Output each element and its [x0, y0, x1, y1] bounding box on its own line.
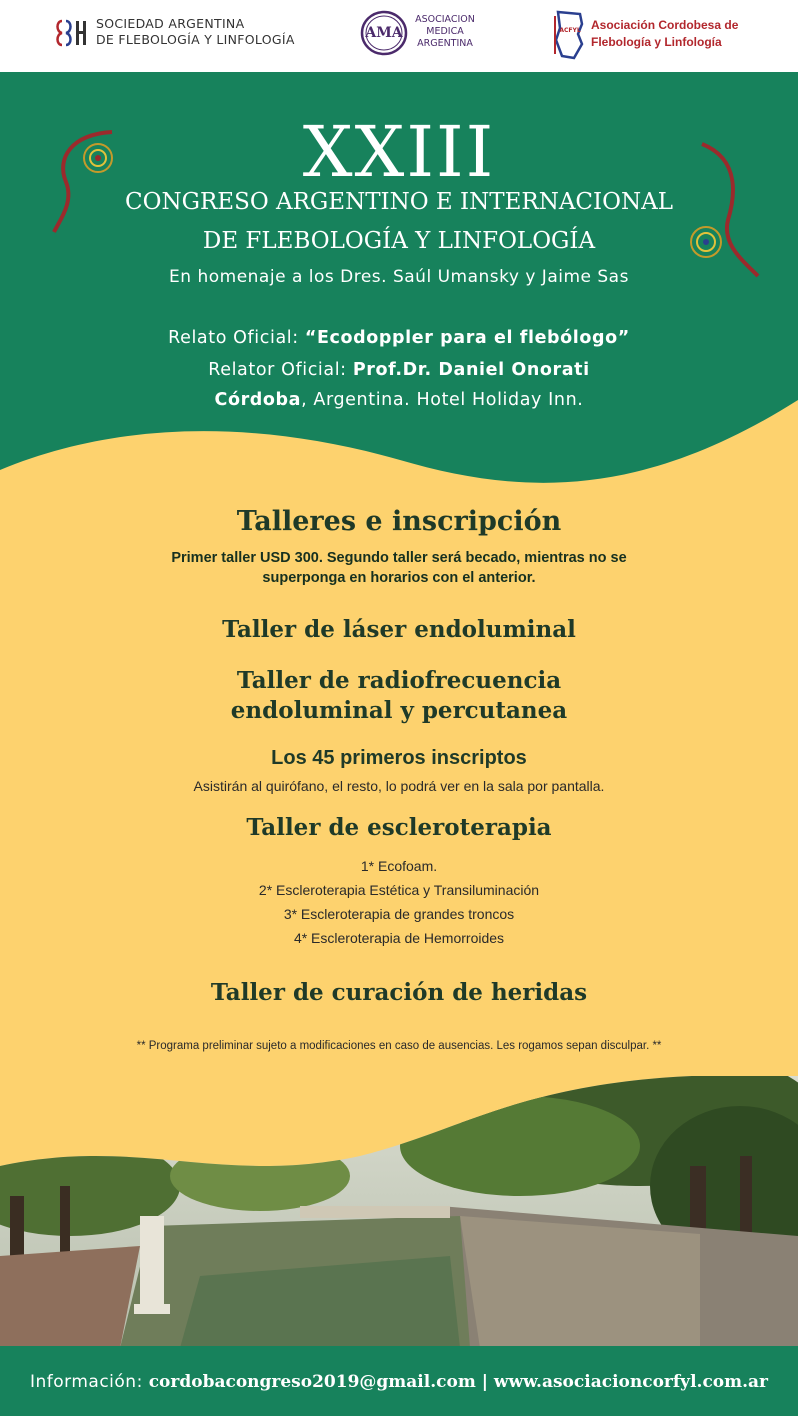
relato-value: “Ecodoppler para el flebólogo” [304, 328, 630, 348]
sclero-item: 2* Escleroterapia Estética y Transiluminación [258, 882, 540, 898]
ama-logo [360, 10, 408, 56]
footer-info [0, 1370, 798, 1394]
location-rest: , Argentina. Hotel Holiday Inn. [301, 390, 584, 410]
sclerotherapy-workshop-title: Taller de escleroterapia [246, 814, 552, 841]
workshops-heading: Talleres e inscripción [236, 506, 562, 537]
cordoba-canal-photo [0, 1076, 798, 1348]
wound-care-workshop-title: Taller de curación de heridas [210, 979, 588, 1006]
ama-mark: AMA [365, 25, 403, 41]
footer-email-link[interactable]: cordobacongreso2019@gmail.com [148, 1372, 476, 1392]
logo3-line1: Asociación Cordobesa de [591, 18, 739, 32]
sociedad-argentina-name [96, 16, 295, 48]
intro-line2: superponga en horarios con el anterior. [262, 570, 536, 586]
location-line [0, 388, 798, 412]
congress-title-line2: DE FLEBOLOGÍA Y LINFOLOGÍA [202, 228, 596, 254]
congress-title-line1: CONGRESO ARGENTINO E INTERNACIONAL [125, 189, 673, 215]
header-bar [0, 0, 798, 72]
relator-line [0, 358, 798, 382]
sociedad-argentina-logo [54, 18, 88, 48]
laser-workshop-title: Taller de láser endoluminal [222, 616, 576, 643]
radio-line1: Taller de radiofrecuencia [236, 667, 562, 694]
relator-label: Relator Oficial: [208, 360, 353, 380]
sclero-item: 1* Ecofoam. [360, 858, 438, 874]
first-45-note: Asistirán al quirófano, el resto, lo podrá ver en la sala por pantalla. [193, 778, 605, 794]
congress-numeral: XXIII [302, 111, 496, 193]
logo1-line1: SOCIEDAD ARGENTINA [96, 16, 245, 31]
disclaimer-text: ** Programa preliminar sujeto a modificaciones en caso de ausencias. Les rogamos sepan disculpar. ** [136, 1040, 662, 1052]
first-45-title: Los 45 primeros inscriptos [271, 747, 527, 769]
sclero-item: 4* Escleroterapia de Hemorroides [293, 930, 505, 946]
footer-label: Información: [29, 1372, 149, 1392]
footer-website-link[interactable]: www.asociacioncorfyl.com.ar [493, 1372, 769, 1392]
acfyl-name [591, 17, 738, 51]
city-name: Córdoba [214, 390, 302, 410]
ama-name [412, 14, 478, 50]
logo2-line3: ARGENTINA [417, 38, 473, 49]
intro-line1: Primer taller USD 300. Segundo taller será becado, mientras no se [171, 550, 627, 566]
logo1-line2: DE FLEBOLOGÍA Y LINFOLOGÍA [96, 32, 295, 47]
footer-separator: | [475, 1372, 494, 1392]
sclero-item: 3* Escleroterapia de grandes troncos [283, 906, 515, 922]
logo3-line2: Flebología y Linfología [591, 35, 722, 49]
sclerotherapy-list [0, 854, 798, 950]
workshops-intro [0, 548, 798, 588]
relato-line [0, 326, 798, 350]
relato-label: Relato Oficial: [168, 328, 305, 348]
relator-value: Prof.Dr. Daniel Onorati [352, 360, 590, 380]
radiofrequency-workshop-title [0, 666, 798, 726]
acfyl-logo [552, 10, 586, 60]
logo2-line2: MEDICA [426, 26, 464, 37]
acfyl-mark: ACFYL [559, 27, 581, 34]
radio-line2: endoluminal y percutanea [230, 697, 568, 724]
logo2-line1: ASOCIACION [415, 14, 475, 25]
homage-text: En homenaje a los Dres. Saúl Umansky y Jaime Sas [169, 267, 629, 287]
